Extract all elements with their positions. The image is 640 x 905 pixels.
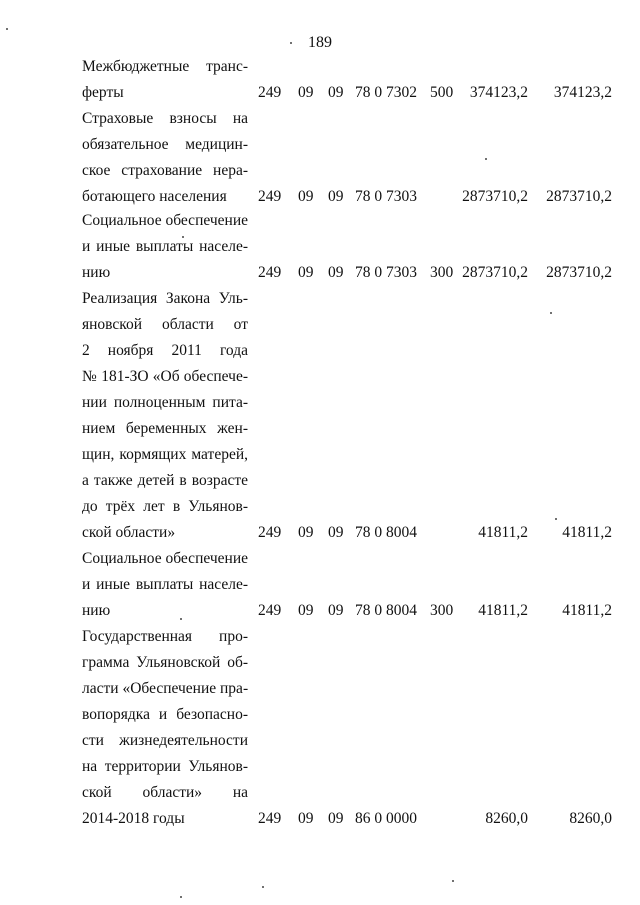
section-code: 09	[298, 602, 314, 619]
description-line: и иные выплаты населе-	[82, 238, 248, 255]
scan-speck	[182, 236, 184, 238]
target-article-code: 78 0 7302	[355, 84, 417, 101]
description-line: ферты	[82, 84, 124, 101]
subsection-code: 09	[328, 524, 344, 541]
subsection-code: 09	[328, 264, 344, 281]
description-line: на территории Ульянов-	[82, 758, 248, 775]
target-article-code: 78 0 7303	[355, 264, 417, 281]
scan-speck	[180, 618, 182, 620]
description-line: Реализация Закона Уль-	[82, 290, 248, 307]
description-line: нии полноценным пита-	[82, 394, 248, 411]
sum-first: 8260,0	[485, 810, 528, 827]
row-values	[0, 82, 640, 104]
description-line: сти жизнедеятельности	[82, 732, 248, 749]
sum-second: 8260,0	[569, 810, 612, 827]
section-code: 09	[298, 84, 314, 101]
row-values	[0, 186, 640, 208]
description-line: нию	[82, 602, 111, 619]
description-line: Социальное обеспечение	[82, 212, 248, 229]
description-line: нию	[82, 264, 111, 281]
row-values	[0, 522, 640, 544]
scan-speck	[6, 28, 8, 30]
subsection-code: 09	[328, 84, 344, 101]
expense-type-code: 500	[430, 84, 454, 101]
sum-first: 41811,2	[478, 524, 528, 541]
ved-code: 249	[258, 810, 282, 827]
sum-first: 374123,2	[469, 84, 528, 101]
scan-speck	[550, 312, 552, 314]
scan-speck	[262, 886, 264, 888]
section-code: 09	[298, 524, 314, 541]
expense-type-code: 300	[430, 264, 454, 281]
subsection-code: 09	[328, 602, 344, 619]
scan-speck	[180, 896, 182, 898]
scan-speck	[555, 518, 557, 520]
sum-first: 2873710,2	[462, 264, 528, 281]
expense-type-code: 300	[430, 602, 454, 619]
description-line: ское страхование нера-	[82, 162, 248, 179]
ved-code: 249	[258, 84, 282, 101]
sum-second: 41811,2	[562, 602, 612, 619]
description-line: щин, кормящих матерей,	[82, 446, 248, 463]
description-line: яновской области от	[82, 316, 248, 333]
description-line: Межбюджетные транс-	[82, 58, 248, 75]
description-line: ской области» на	[82, 784, 248, 801]
description-line: № 181-ЗО «Об обеспече-	[82, 368, 248, 385]
description-line: грамма Ульяновской об-	[82, 654, 248, 671]
description-line: ботающего населения	[82, 188, 227, 205]
description-line: и иные выплаты населе-	[82, 576, 248, 593]
row-description	[82, 288, 248, 548]
description-line: 2 ноября 2011 года	[82, 342, 248, 359]
sum-first: 41811,2	[478, 602, 528, 619]
section-code: 09	[298, 188, 314, 205]
description-line: вопорядка и безопасно-	[82, 706, 248, 723]
section-code: 09	[298, 810, 314, 827]
target-article-code: 86 0 0000	[355, 810, 417, 827]
description-line: ской области»	[82, 524, 176, 541]
scan-speck	[452, 880, 454, 882]
scan-speck	[485, 158, 487, 160]
target-article-code: 78 0 8004	[355, 602, 417, 619]
description-line: а также детей в возрасте	[82, 472, 248, 489]
scan-speck	[290, 42, 292, 44]
sum-second: 374123,2	[553, 84, 612, 101]
section-code: 09	[298, 264, 314, 281]
subsection-code: 09	[328, 810, 344, 827]
target-article-code: 78 0 7303	[355, 188, 417, 205]
ved-code: 249	[258, 524, 282, 541]
description-line: 2014-2018 годы	[82, 810, 185, 827]
row-values	[0, 600, 640, 622]
ved-code: 249	[258, 188, 282, 205]
description-line: ласти «Обеспечение пра-	[82, 680, 249, 697]
row-description	[82, 626, 248, 834]
page-number: 189	[308, 34, 332, 51]
row-values	[0, 808, 640, 830]
row-values	[0, 262, 640, 284]
subsection-code: 09	[328, 188, 344, 205]
sum-second: 41811,2	[562, 524, 612, 541]
sum-second: 2873710,2	[546, 188, 612, 205]
description-line: обязательное медицин-	[82, 136, 248, 153]
description-line: Государственная про-	[82, 628, 248, 645]
description-line: до трёх лет в Ульянов-	[82, 498, 248, 515]
ved-code: 249	[258, 264, 282, 281]
description-line: Страховые взносы на	[82, 110, 248, 127]
target-article-code: 78 0 8004	[355, 524, 417, 541]
sum-first: 2873710,2	[462, 188, 528, 205]
description-line: Социальное обеспечение	[82, 550, 248, 567]
description-line: нием беременных жен-	[82, 420, 248, 437]
ved-code: 249	[258, 602, 282, 619]
sum-second: 2873710,2	[546, 264, 612, 281]
